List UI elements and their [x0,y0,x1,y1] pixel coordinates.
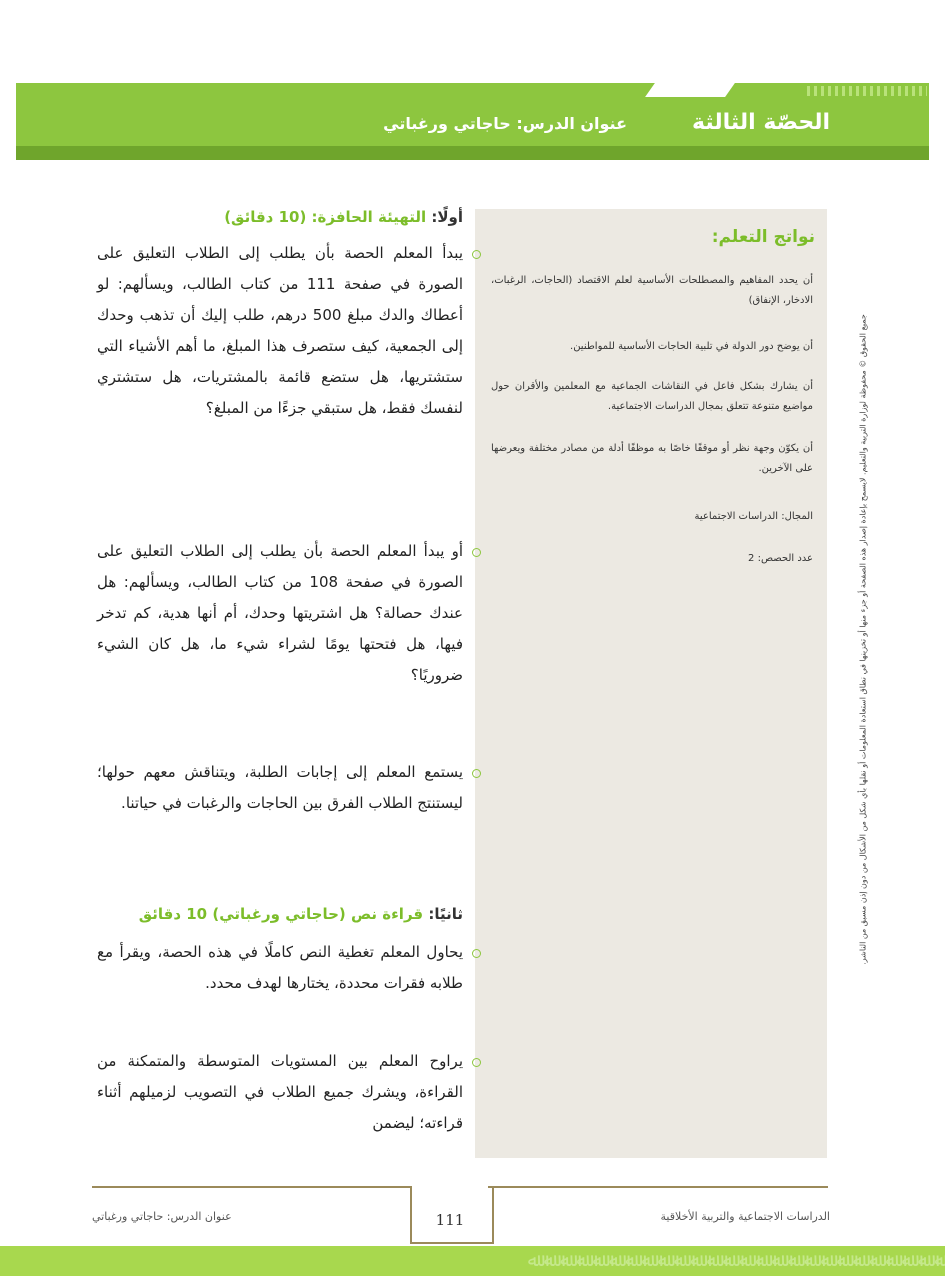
bullet-marker-icon [472,1058,481,1067]
bullet-item [97,757,463,819]
bullet-marker-icon [472,548,481,557]
bullet-text: يبدأ المعلم الحصة بأن يطلب إلى الطلاب التعليق على الصورة في صفحة 111 من كتاب الطالب، ويسألهم: لو أعطاك والدك مبلغ 500 درهم، طلب إليك أن تذهب وحدك إلى الجمعية، كيف ستصرف هذا المبلغ، ما أهم الأشياء التي ستشتريها، هل ستضع قائمة بالمشتريات، هل ستشتري لنفسك فقط، هل ستبقي جزءًا من المبلغ؟ [97,244,464,417]
section1-title [224,208,463,226]
bullet-marker-icon [472,769,481,778]
outcome-item: أن يشارك بشكل فاعل في النقاشات الجماعية مع المعلمين والأقران حول مواضيع متنوعة تتعلق بمجال الدراسات الاجتماعية. [491,381,813,412]
header-stripes [807,86,927,96]
bullet-item [97,1046,463,1139]
outcome-item: أن يحدد المفاهيم والمصطلحات الأساسية لعلم الاقتصاد (الحاجات، الرغبات، الادخار، الإنفاق) [491,275,813,306]
section1-title-text: التهيئة الحافزة: (10 دقائق) [224,208,427,226]
bullet-text: أو يبدأ المعلم الحصة بأن يطلب إلى الطلاب التعليق على الصورة في صفحة 108 من كتاب الطالب، ويسألهم: هل عندك حصالة؟ هل اشتريتها وحدك، أم أنها هدية، كم تدخر فيها، هل فتحتها يومًا لشراء شيء ما، هل كان الشيء ضروريًا؟ [97,542,463,684]
decorative-pattern-band [0,1246,945,1276]
bullet-marker-icon [472,250,481,259]
domain-label: المجال: الدراسات الاجتماعية [694,511,813,522]
bullet-text: يستمع المعلم إلى إجابات الطلبة، ويتناقش معهم حولها؛ ليستنتج الطلاب الفرق بين الحاجات والرغبات في حياتنا. [97,763,463,812]
header-notch [645,83,735,97]
footer-lesson: عنوان الدرس: حاجاتي ورغباتي [92,1210,232,1223]
session-title: الحصّة الثالثة [692,110,830,135]
footer-rule-right [488,1186,828,1188]
page-number: 111 [435,1211,465,1229]
outcome-item: أن يوضح دور الدولة في تلبية الحاجات الأساسية للمواطنين. [570,341,813,352]
bullet-item [97,238,463,424]
section2-prefix: ثانيًا: [428,905,463,923]
bullet-item [97,536,463,691]
bullet-text: يراوح المعلم بين المستويات المتوسطة والمتمكنة من القراءة، ويشرك جميع الطلاب في التصويب لزميلهم أثناء قراءته؛ ليضمن [97,1052,463,1132]
copyright-notice: جميع الحقوق © محفوظة لوزارة التربية والتعليم. لايسمح بإعادة إصدار هذه الصفحة أو جزء منها أو تخزينها في نطاق استعادة المعلومات أو نقلها بأي شكل من الأشكال من دون إذن مسبق من الناشر. [858,314,868,965]
learning-outcomes-panel [475,209,827,1158]
lesson-title: عنوان الدرس: حاجاتي ورغباتي [383,114,627,133]
outcome-item: أن يكوّن وجهة نظر أو موقفًا خاصًا به موظفًا أدلة من مصادر مختلفة ويعرضها على الآخرين. [491,443,813,474]
section2-title [139,905,463,923]
bullet-item [97,937,463,999]
outcomes-heading: نواتج التعلم: [711,227,815,247]
footer-book-title: الدراسات الاجتماعية والتربية الأخلاقية [660,1210,830,1223]
bullet-marker-icon [472,949,481,958]
header-shadow-strip [16,146,929,160]
pattern-glyphs: ﷲ ﷲ ﷲ ﷲ ﷲ ﷲ ﷲ ﷲ ﷲ ﷲ ﷲ ﷲ ﷲ ﷲ ﷲ ﷲ ﷲ ﷲ ﷲ ﷲ ﷲ ﷲ ﷲ ﷲ ﷲ ﷲ [527,1250,945,1271]
sessions-count: عدد الحصص: 2 [748,553,813,564]
section1-prefix: أولًا: [431,208,463,226]
section2-title-text: قراءة نص (حاجاتي ورغباتي) 10 دقائق [138,905,424,923]
footer-rule-left [92,1186,412,1188]
bullet-text: يحاول المعلم تغطية النص كاملًا في هذه الحصة، ويقرأ مع طلابه فقرات محددة، يختارها لهدف محدد. [97,943,463,992]
